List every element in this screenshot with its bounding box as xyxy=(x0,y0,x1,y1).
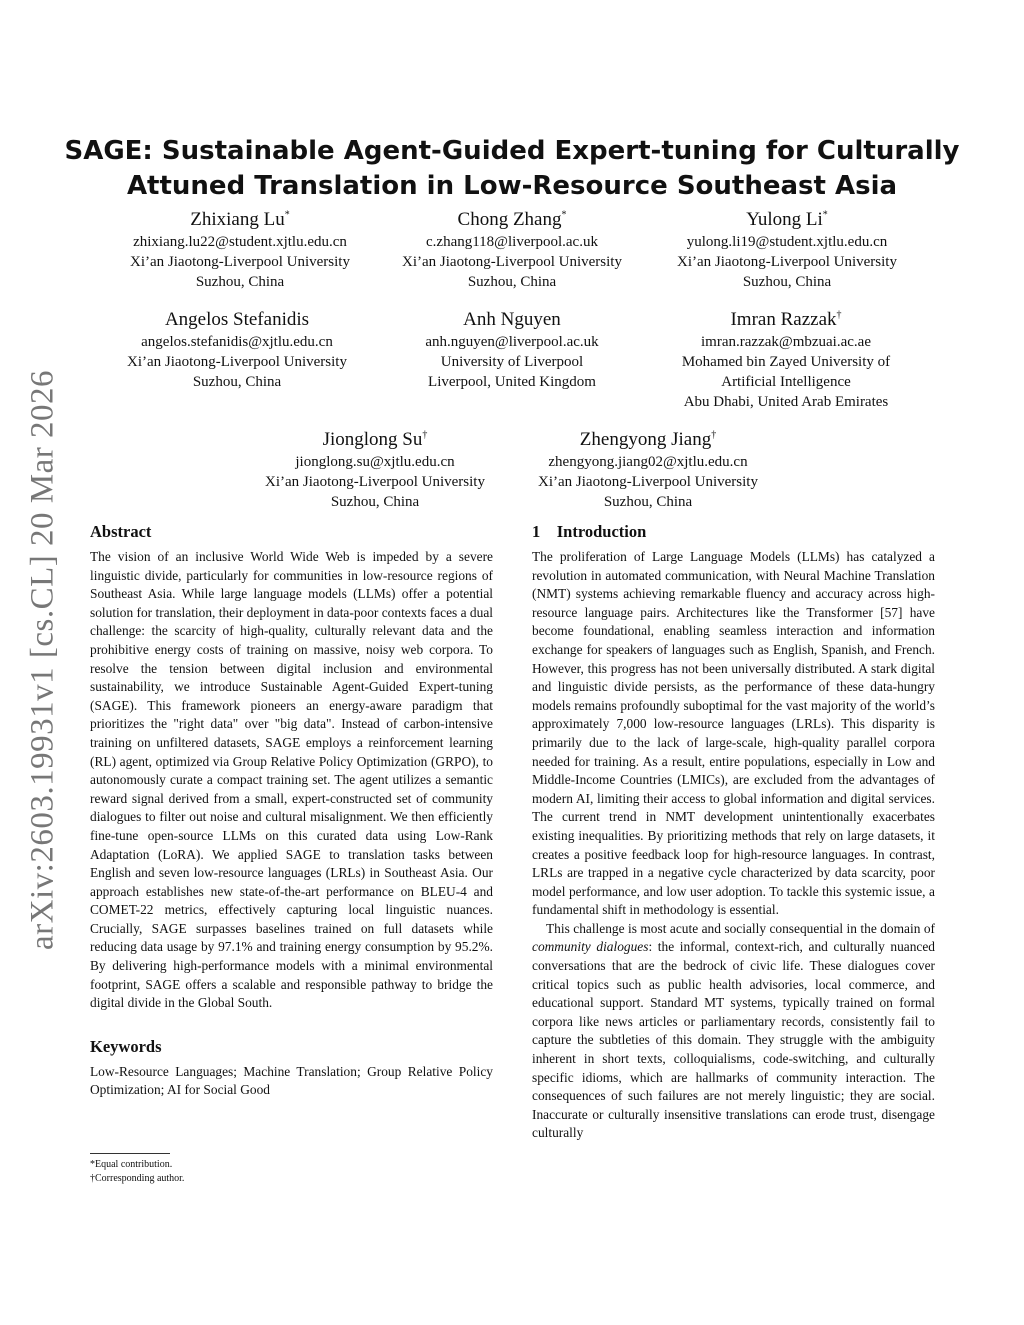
author-affiliation: Mohamed bin Zayed University of xyxy=(681,354,891,370)
author-affiliation: Xi’an Jiaotong-Liverpool University xyxy=(402,254,622,270)
author-location: Suzhou, China xyxy=(192,374,282,390)
keywords-text: Low-Resource Languages; Machine Translation; Group Relative Policy Optimization; AI for Social Good xyxy=(90,1063,493,1098)
author-email: anh.nguyen@liverpool.ac.uk xyxy=(425,334,599,350)
author-block xyxy=(646,308,926,412)
abstract-text: The vision of an inclusive World Wide Web is impeded by a severe linguistic divide, particularly for communities in low-resource regions of Southeast Asia. While large language models (LLMs) offer a potential solution for translation, their deployment in data-poor contexts faces a dual challenge: the scarcity of high-quality, culturally relevant data and the prohibitive energy costs of training on massive, noisy web corpora. To resolve the tension between digital inclusion and environmental sustainability, we introduce Sustainable Agent-Guided Expert-tuning (SAGE). This framework pioneers an energy-aware paradigm that prioritizes the "right data" over "big data". Instead of carbon-intensive training on unfiltered datasets, SAGE employs a reinforcement learning (RL) agent, optimized via Group Relative Policy Optimization (GRPO), to autonomously curate a compact training set. The agent utilizes a semantic reward signal derived from a small, expert-constructed set of community dialogues to filter out noise and cultural misalignment. We then efficiently fine-tune open-source LLMs on this curated data using Low-Rank Adaptation (LoRA). We applied SAGE to translation tasks between English and seven low-resource languages (LRLs) in Southeast Asia. Our approach establishes new state-of-the-art performance on BLEU-4 and COMET-22 metrics, effectively capturing local linguistic nuances. Crucially, SAGE surpasses baselines trained on full datasets while reducing data usage by 97.1% and training energy consumption by 95.2%. By delivering high-performance models with a minimal environmental footprint, SAGE offers a scalable and responsible pathway to bridge the digital divide in the Global South. xyxy=(90,549,493,1011)
introduction-paragraph-1: The proliferation of Large Language Models (LLMs) has catalyzed a revolution in automated communication, with Neural Machine Translation (NMT) systems achieving remarkable fluency and accuracy across high-resource language pairs. Architectures like the Transformer [57] have become foundational, enabling seamless interaction and information exchange for speakers of languages such as English, Spanish, and French. However, this progress has not been universally distributed. A stark digital and linguistic divide persists, as the performance of these data-hungry models remains profoundly suboptimal for the vast majority of the world’s approximately 7,000 low-resource languages (LRLs). This disparity is primarily due to the lack of large-scale, high-quality parallel corpora needed for training. As a result, entire populations, especially in Low and Middle-Income Countries (LMICs), are excluded from the advantages of modern AI, limiting their access to global information and digital services. The current trend in NMT development unintentionally exacerbates existing inequalities. By prioritizing methods that rely on large datasets, it creates a positive feedback loop for high-resource languages. In contrast, LRLs are trapped in a negative cycle characterized by data scarcity, poor model performance, and low user adoption. To tackle this systemic issue, a fundamental shift in methodology is essential. xyxy=(532,549,935,918)
author-name: Yulong Li* xyxy=(746,209,828,230)
title-line-2: Attuned Translation in Low-Resource Southeast Asia xyxy=(126,171,898,201)
author-email: angelos.stefanidis@xjtlu.edu.cn xyxy=(141,334,333,350)
title-line-1: SAGE: Sustainable Agent-Guided Expert-tuning for Culturally xyxy=(64,136,960,166)
author-affiliation: Xi’an Jiaotong-Liverpool University xyxy=(677,254,897,270)
author-affiliation: Xi’an Jiaotong-Liverpool University xyxy=(130,254,350,270)
author-block xyxy=(100,208,380,292)
author-name: Imran Razzak† xyxy=(730,309,842,330)
author-block xyxy=(508,428,788,512)
author-affiliation: University of Liverpool xyxy=(440,354,584,370)
author-location: Suzhou, China xyxy=(195,274,285,290)
author-block xyxy=(97,308,377,392)
author-affiliation-2: Artificial Intelligence xyxy=(721,374,851,390)
right-column xyxy=(532,520,935,1143)
abstract-heading: Abstract xyxy=(90,522,152,541)
footnote-corresponding-author: †Corresponding author. xyxy=(90,1173,185,1184)
introduction-heading: 1 Introduction xyxy=(532,522,647,541)
footnote-divider xyxy=(90,1153,170,1154)
author-block xyxy=(235,428,515,512)
introduction-paragraph-2: This challenge is most acute and socially consequential in the domain of community dialogues: the informal, context-rich, and culturally nuanced conversations that are the bedrock of civic life. These dialogues cover critical topics such as public health advisories, local commerce, and educational support. Standard MT systems, typically trained on formal corpora like news articles or parliamentary records, consistently fail to capture the subtleties of this domain. They struggle with the ambiguity inherent in short texts, colloquialisms, code-switching, and culturally specific idioms, which are hallmarks of community interaction. The consequences of such failures are not merely linguistic; they are social. Inaccurate or culturally insensitive translations can erode trust, disengage culturally xyxy=(532,920,935,1141)
author-email: yulong.li19@student.xjtlu.edu.cn xyxy=(686,234,888,250)
author-email: c.zhang118@liverpool.ac.uk xyxy=(426,234,598,250)
author-email: zhixiang.lu22@student.xjtlu.edu.cn xyxy=(133,234,347,250)
author-location: Suzhou, China xyxy=(742,274,832,290)
author-name: Anh Nguyen xyxy=(463,309,561,330)
author-affiliation: Xi’an Jiaotong-Liverpool University xyxy=(127,354,347,370)
author-email: zhengyong.jiang02@xjtlu.edu.cn xyxy=(548,454,748,470)
author-block xyxy=(647,208,927,292)
author-name: Zhengyong Jiang† xyxy=(579,429,717,450)
author-email: jionglong.su@xjtlu.edu.cn xyxy=(295,454,455,470)
left-column xyxy=(90,520,493,1100)
author-email: imran.razzak@mbzuai.ac.ae xyxy=(701,334,871,350)
arxiv-sidebar xyxy=(18,360,68,960)
author-location: Liverpool, United Kingdom xyxy=(428,374,596,390)
emphasis-community-dialogues: community dialogues xyxy=(532,939,649,955)
paper-title xyxy=(60,134,964,204)
author-affiliation: Xi’an Jiaotong-Liverpool University xyxy=(265,474,485,490)
keywords-heading: Keywords xyxy=(90,1036,162,1056)
author-affiliation: Xi’an Jiaotong-Liverpool University xyxy=(538,474,758,490)
arxiv-identifier: arXiv:2603.19931v1 [cs.CL] 20 Mar 2026 xyxy=(24,370,61,950)
author-name: Jionglong Su† xyxy=(322,429,428,450)
author-name: Angelos Stefanidis xyxy=(164,309,310,330)
author-name: Chong Zhang* xyxy=(457,209,567,230)
author-block xyxy=(372,208,652,292)
footnotes xyxy=(90,1158,490,1186)
footnote-equal-contribution: *Equal contribution. xyxy=(90,1159,173,1170)
author-location: Suzhou, China xyxy=(603,494,693,510)
author-location: Suzhou, China xyxy=(467,274,557,290)
author-name: Zhixiang Lu* xyxy=(190,209,290,230)
author-block xyxy=(372,308,652,392)
author-location: Suzhou, China xyxy=(330,494,420,510)
author-location: Abu Dhabi, United Arab Emirates xyxy=(683,394,889,410)
